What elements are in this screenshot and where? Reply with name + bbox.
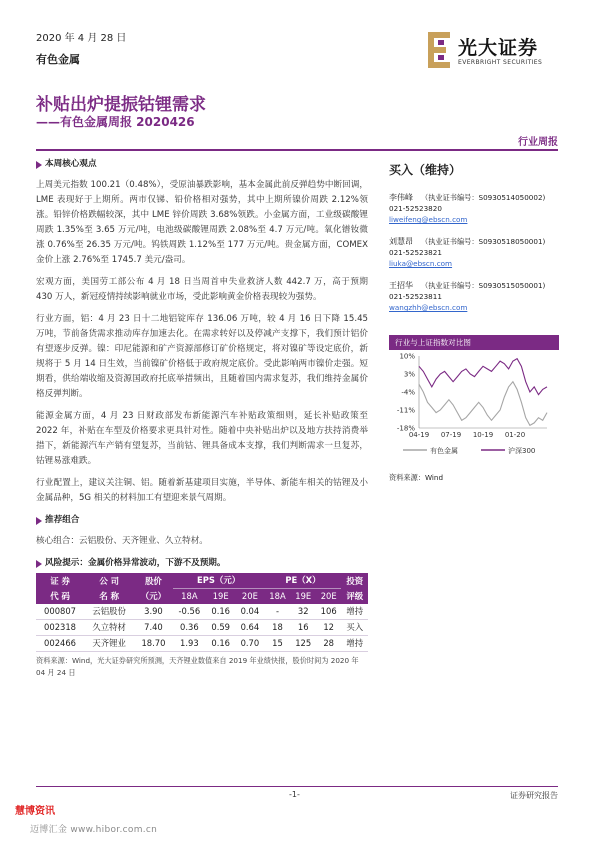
analyst-email[interactable]: liuka@ebscn.com [389, 259, 453, 268]
sector-label: 有色金属 [36, 53, 80, 66]
paragraph-industry: 行业方面，铝：4 月 23 日十二地铝锭库存 136.06 万吨，较 4 月 16 日下降 15.45 万吨，节前备货需求推动库存加速去化。在需求转好以及停减产支撑下，我们预计铝价有望逐步反弹。镍：印尼能源和矿产资源部修订矿价格规定，将对镍矿等设定底价，新规将于 5 月 14 日生效，当前镍矿价格低于政府规定底价。受此影响两市镍价走强。短期看，供给端收缩及资源国政府托底举措频出，且随着国内需求复苏，我们维持金属价格反弹判断。 [36, 314, 368, 399]
table-cell: -0.56 [173, 604, 206, 620]
table-cell: 0.70 [235, 636, 264, 652]
x-tick-label: 04-19 [408, 431, 430, 439]
legend-label: 沪深300 [508, 447, 536, 455]
table-cell: 32 [291, 604, 316, 620]
watermark-brand: 慧博资讯 [15, 806, 55, 817]
table-cell: 125 [291, 636, 316, 652]
analyst-card [389, 236, 559, 269]
section-risk [36, 556, 368, 571]
table-cell: 18 [265, 620, 291, 636]
y-tick-label: 10% [399, 352, 415, 361]
paragraph-market: 上周美元指数 100.21（0.48%），受原油暴跌影响，基本金属此前反弹趋势中断回调，LME 表现好于上期所。两市仅锑、铅价格相对强势，其中上期所镍价周跌 2.12%领涨。铅锌价格跌幅较深，其中 LME 锌价周跌 3.68%领跌。小金属方面，工业级碳酸锂周跌 1.35%至 3.65 万元/吨，电池级碳酸锂周跌 2.08%至 4.7 万元/吨。氧化镨钕微涨 0.76%至 26.35 万元/吨。钨铁周跌 1.12%至 177 万元/吨。贵金属方面，COMEX 金价上涨 2.76%至 1745.7 美元/盎司。 [36, 180, 368, 265]
table-cell: 天齐锂业 [84, 636, 134, 652]
table-cell: 久立特材 [84, 620, 134, 636]
risk-warning: 风险提示：金属价格异常波动，下游不及预期。 [45, 558, 226, 568]
y-tick-label: -4% [401, 388, 415, 397]
analyst-cert: （执业证书编号：S0930515050001) [421, 281, 546, 290]
table-cell: 0.36 [173, 620, 206, 636]
analyst-name: 李伟峰 [389, 193, 413, 202]
report-subtitle: ——有色金属周报 2020426 [36, 115, 195, 129]
report-type: 行业周报 [518, 137, 558, 148]
table-cell: 1.93 [173, 636, 206, 652]
table-cell: 增持 [341, 636, 368, 652]
section-core-view [36, 157, 368, 172]
page-number: -1- [289, 790, 300, 799]
legend-label: 有色金属 [430, 447, 458, 455]
analyst-card [389, 280, 559, 313]
col-header: 投资 评级 [341, 573, 368, 604]
sidebar [389, 157, 559, 482]
table-cell: 000807 [36, 604, 84, 620]
analyst-name: 刘慧昂 [389, 237, 413, 246]
col-subheader: 19E [291, 589, 316, 605]
table-cell: 28 [316, 636, 341, 652]
col-subheader: 18A [265, 589, 291, 605]
table-row [36, 636, 368, 652]
y-tick-label: -11% [396, 406, 415, 415]
logo-mark-icon [428, 32, 452, 68]
chart-svg [389, 350, 559, 468]
table-cell: 16 [291, 620, 316, 636]
section-title: 本周核心观点 [45, 159, 97, 169]
section-title: 推荐组合 [45, 515, 80, 525]
analyst-cert: （执业证书编号：S0930514050002) [421, 193, 546, 202]
table-cell: 0.04 [235, 604, 264, 620]
table-cell: 002466 [36, 636, 84, 652]
bullet-triangle-icon [36, 560, 42, 568]
table-cell: 106 [316, 604, 341, 620]
table-cell: 7.40 [134, 620, 172, 636]
series-line [419, 359, 547, 395]
brand-name: 光大证券 [458, 37, 539, 59]
report-title: 补贴出炉提振钴锂需求 [36, 95, 206, 115]
col-header: 股价 （元） [134, 573, 172, 604]
table-cell: 12 [316, 620, 341, 636]
table-cell: 0.16 [206, 636, 235, 652]
header-rule [36, 149, 558, 151]
paragraph-allocation: 行业配置上，建议关注铜、铝。随着新基建项目实施，半导体、新能车相关的钴锂及小金属品种，5G 相关的材料加工有望迎来景气周期。 [36, 478, 368, 503]
report-date: 2020 年 4 月 28 日 [36, 33, 127, 44]
table-cell: 买入 [341, 620, 368, 636]
footer-rule [36, 786, 558, 787]
company-logo [428, 32, 558, 72]
paragraph-macro: 宏观方面，美国劳工部公布 4 月 18 日当周首申失业救济人数 442.7 万，高于预期 430 万人，新冠疫情持续影响就业市场，受此影响黄金价格表现较为强势。 [36, 277, 368, 302]
table-cell: 15 [265, 636, 291, 652]
col-header-pe: PE（X） [265, 573, 342, 589]
table-row [36, 604, 368, 620]
analyst-name: 王招华 [389, 281, 413, 290]
table-cell: 0.64 [235, 620, 264, 636]
core-portfolio: 核心组合：云铝股份、天齐锂业、久立特材。 [36, 536, 208, 546]
table-cell: 云铝股份 [84, 604, 134, 620]
col-subheader: 19E [206, 589, 235, 605]
table-cell: 3.90 [134, 604, 172, 620]
chart-source: 资料来源：Wind [389, 473, 444, 482]
table-cell: 增持 [341, 604, 368, 620]
col-subheader: 20E [235, 589, 264, 605]
comparison-chart [389, 335, 559, 483]
col-subheader: 18A [173, 589, 206, 605]
analyst-email[interactable]: wangzhh@ebscn.com [389, 303, 468, 312]
x-tick-label: 10-19 [472, 431, 494, 439]
analyst-card [389, 192, 559, 225]
analyst-phone: 021-52523811 [389, 292, 442, 301]
section-portfolio [36, 513, 368, 528]
table-cell: 0.16 [206, 604, 235, 620]
table-cell: 002318 [36, 620, 84, 636]
table-cell: - [265, 604, 291, 620]
paragraph-energy-metals: 能源金属方面，4 月 23 日财政部发布新能源汽车补贴政策细则，延长补贴政策至 2022 年，补贴在车型及价格要求更具针对性。随着中央补贴出炉以及地方扶持消费举措下，新能源汽车产销有望复苏，当前钴、锂具备成本支撑，我们判断需求一旦复苏，钴锂易涨难跌。 [36, 411, 368, 466]
chart-title: 行业与上证指数对比图 [389, 335, 559, 350]
col-subheader: 20E [316, 589, 341, 605]
table-source-note: 资料来源：Wind，光大证券研究所预测，天齐锂业数值来自 2019 年业绩快报，股价时间为 2020 年 04 月 24 日 [36, 656, 359, 677]
watermark-url: 迈博汇金 www.hibor.com.cn [30, 825, 158, 835]
col-header: 公 司 名 称 [84, 573, 134, 604]
brand-name-en: EVERBRIGHT SECURITIES [458, 59, 543, 66]
analyst-cert: （执业证书编号：S0930518050001) [421, 237, 546, 246]
y-tick-label: -18% [396, 424, 415, 433]
investment-rating: 买入（维持） [389, 163, 462, 177]
table-cell: 18.70 [134, 636, 172, 652]
x-tick-label: 01-20 [504, 431, 526, 439]
analyst-phone: 021-52523821 [389, 248, 442, 257]
table-cell: 0.59 [206, 620, 235, 636]
footer-label: 证券研究报告 [510, 791, 558, 800]
y-tick-label: 3% [403, 370, 415, 379]
stock-table [36, 573, 368, 652]
bullet-triangle-icon [36, 517, 42, 525]
x-tick-label: 07-19 [440, 431, 462, 439]
bullet-triangle-icon [36, 161, 42, 169]
col-header-eps: EPS（元） [173, 573, 265, 589]
analyst-phone: 021-52523820 [389, 204, 442, 213]
table-row [36, 620, 368, 636]
main-column [36, 157, 368, 679]
col-header: 证 券 代 码 [36, 573, 84, 604]
analyst-email[interactable]: liweifeng@ebscn.com [389, 215, 468, 224]
